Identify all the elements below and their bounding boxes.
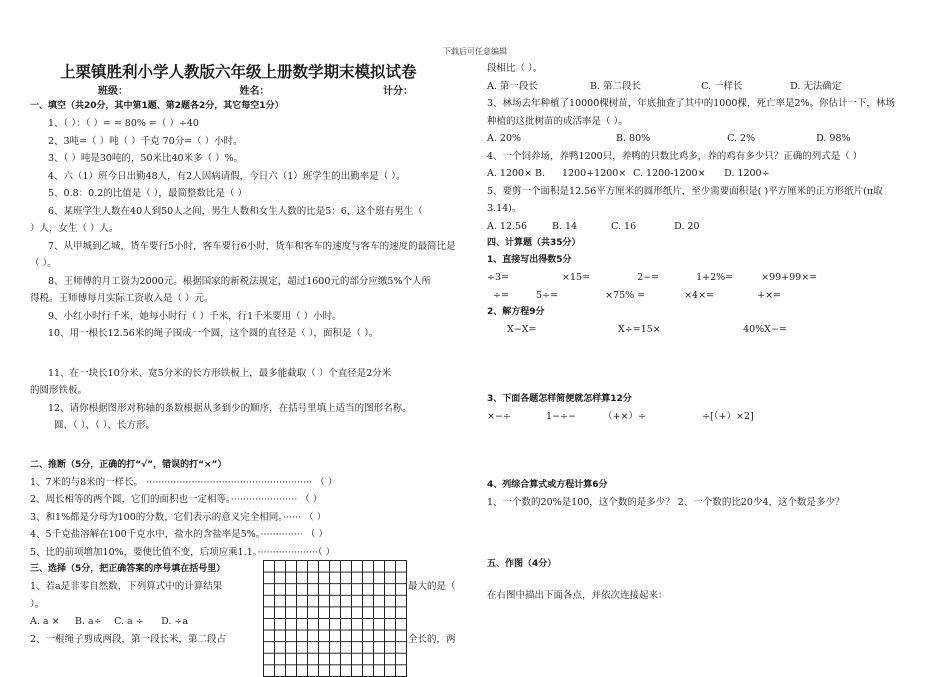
option: D. 1200÷ xyxy=(724,168,770,179)
score-label: 计分： xyxy=(382,86,413,97)
option: C. 一样长 xyxy=(701,80,743,92)
question-line: 12、请你根据图形对称轴的条数根据从多到少的顺序，在括号里填上适当的图形名称。 xyxy=(48,402,412,414)
sub-word-problems: 4、列综合算式或方程计算6分 xyxy=(487,480,608,490)
question-line: 4、六（1）班今日出勤48人，有2人因病请假，今日六（1）班学生的出勤率是（ ）。 xyxy=(48,170,406,182)
option: A. 20% xyxy=(487,133,522,144)
equation: X−X= xyxy=(507,324,537,335)
expression: ÷[（+）×2] xyxy=(702,410,754,422)
expression: 5÷= xyxy=(536,289,558,301)
question-line: 1、7米的与8米的一样长。 ······················································· （ ） xyxy=(30,476,338,488)
option: B. a÷ xyxy=(75,616,102,627)
question-line: 4、5千克盐溶解在100千克水中，盐水的含盐率是5%。·············· （ ） xyxy=(30,529,328,540)
expression: ÷3= xyxy=(487,272,509,283)
question-line: 1、一个数的20%是100，这个数的是多少？ 2、一个数的比20少4，这个数是多少？ xyxy=(487,497,845,508)
question-line: 在右图中描出下面各点，并依次连接起来： xyxy=(487,589,668,601)
option: C. a ÷ xyxy=(114,616,144,627)
name-label: 姓名： xyxy=(239,86,270,97)
question-line: 3.14)。 xyxy=(487,203,522,214)
option: 1200+1200× xyxy=(562,168,627,179)
expression: ×−÷ xyxy=(487,410,511,422)
section-judgement: 二、推断（5分，正确的打“√”，错误的打“×”） xyxy=(30,459,227,470)
expression: ×75% = xyxy=(605,289,646,301)
expression: （+×）÷ xyxy=(603,410,646,422)
choice-q3-options xyxy=(487,130,927,148)
question-line: 圆、（ ）、（ ）、长方形。 xyxy=(54,420,156,431)
option: D. ÷a xyxy=(161,616,189,627)
expression: ÷= xyxy=(493,289,509,301)
section-drawing: 五、作图（4分） xyxy=(487,558,557,569)
calc-row xyxy=(487,269,927,287)
question-line: 8、王师傅的月工资为2000元。根据国家的新税法规定，超过1600元的部分应缴5%个人所 xyxy=(48,275,431,287)
option: A. 1200× B. xyxy=(487,168,546,179)
question-line: 2、3吨=（ ）吨（ ）千克 70分=（ ）小时。 xyxy=(48,135,243,147)
choice-q2-text: 2、一根绳子剪成两段，第一段长米，第二段占 xyxy=(30,633,227,645)
option: B. 80% xyxy=(616,133,651,144)
option: D. 无法确定 xyxy=(790,80,842,92)
question-line: ）人，女生（ ）人。 xyxy=(30,223,119,234)
expression: ×15= xyxy=(562,272,591,283)
student-info-row xyxy=(98,82,470,98)
question-line: 1、（ ）：（ ）= = 80% =（ ）÷40 xyxy=(48,118,199,129)
question-line: 4、一个饲养场，养鸭1200只，养鸭的只数比鸡多，养的鸡有多少只？正确的列式是（ ） xyxy=(487,150,863,162)
section-fill-blank: 一、填空（共20分，其中第1题、第2题各2分，其它每空1分） xyxy=(30,101,284,111)
choice-q1-text: 1、若a是非零自然数，下列算式中的计算结果 xyxy=(30,581,223,592)
choice-q4-options xyxy=(487,165,927,183)
question-line: 6、某班学生人数在40人到50人之间，男生人数和女生人数的比是5：6，这个班有男生（ xyxy=(48,205,423,217)
option: A. a × xyxy=(30,616,60,627)
question-line: 段相比（ ）。 xyxy=(487,63,543,74)
question-line: 种植的这批树苗的成活率是（ ）。 xyxy=(487,115,628,127)
question-line: 7、从甲城到乙城，货车要行5小时，客车要行6小时，货车和客车的速度与客车的速度的最简比是 xyxy=(48,240,456,252)
page-title: 上栗镇胜利小学人教版六年级上册数学期末模拟试卷 xyxy=(60,63,417,81)
sub-simplify: 3、下面各题怎样简便就怎样算12分 xyxy=(487,393,632,404)
equation: 40%X−= xyxy=(743,324,787,335)
simplify-row xyxy=(487,408,927,426)
equation-row xyxy=(487,321,927,339)
option: B. 14 xyxy=(552,220,578,232)
grid-figure xyxy=(263,560,407,677)
calc-row xyxy=(487,287,927,305)
choice-q2-tail: 全长的，两 xyxy=(408,633,456,645)
right-column xyxy=(487,60,927,604)
expression: 1+2%= xyxy=(696,272,734,283)
sub-equations: 2、解方程9分 xyxy=(487,307,545,317)
expression: ×4×= xyxy=(684,289,715,301)
question-line: ）。 xyxy=(30,598,45,610)
question-line: 3、（ ）吨是30吨的，50米比40米多（ ）%。 xyxy=(48,153,244,164)
sub-direct-answer: 1、直接写出得数5分 xyxy=(487,255,572,265)
question-line: 3、和1%都是分母为100的分数，它们表示的意义完全相同。······ （ ） xyxy=(30,511,327,523)
option: D. 98% xyxy=(816,133,851,144)
question-line: 2、周长相等的两个圆，它们的面积也一定相等。······················ （ ） xyxy=(30,494,323,505)
expression: 2−= xyxy=(637,272,660,283)
question-line: 得税。王师傅每月实际工资收入是（ ）元。 xyxy=(30,293,214,304)
expression: ×99+99×= xyxy=(761,272,818,283)
option: A. 第一段长 xyxy=(487,80,538,92)
choice-q2-options xyxy=(487,78,927,96)
equation: X÷=15× xyxy=(618,324,661,335)
option: C. 2% xyxy=(727,133,756,144)
option: C. 1200-1200× xyxy=(633,168,706,179)
question-line: 5、比的前项增加10%，要使比值不变，后项应乘1.1。····················（ ） xyxy=(30,546,336,558)
option: D. 20 xyxy=(674,220,700,232)
question-line: 9、小红小时行千米，她每小时行（ ）千米，行1千米要用（ ）小时。 xyxy=(48,310,342,322)
question-line: （ ）。 xyxy=(30,258,57,269)
question-line: 3、林场去年种植了10000棵树苗，年底抽查了其中的1000棵，死亡率是2%。你估计一下，林场 xyxy=(487,98,896,109)
choice-q5-options xyxy=(487,218,927,236)
question-line: 5、要剪一个面积是12.56平方厘米的圆形纸片，至少需要面积是( )平方厘米的正方形纸片(π取 xyxy=(487,185,883,197)
option: B. 第二段长 xyxy=(590,80,642,92)
choice-q1-tail: 最大的是（ xyxy=(408,581,456,592)
header-note: 下载后可任意编辑 xyxy=(443,47,507,56)
expression: 1−÷− xyxy=(546,410,576,422)
expression: +×= xyxy=(757,289,782,301)
question-line: 10、用一根长12.56米的绳子围成一个圆，这个圆的直径是（ ），面积是（ ）。 xyxy=(48,328,379,339)
section-choice: 三、选择（5分，把正确答案的序号填在括号里） xyxy=(30,564,226,574)
class-label: 班级： xyxy=(98,86,128,97)
option: C. 16 xyxy=(611,220,637,232)
option: A. 12.56 xyxy=(487,220,528,232)
question-line: 11、在一块长10分米、宽5分米的长方形铁板上，最多能截取（ ）个直径是2分米 xyxy=(48,367,392,379)
question-line: 的圆形铁板。 xyxy=(30,385,88,396)
question-line: 5、0.8：0.2的比值是（ ），最简整数比是（ ） xyxy=(48,188,248,199)
section-calculation: 四、计算题（共35分） xyxy=(487,238,581,248)
